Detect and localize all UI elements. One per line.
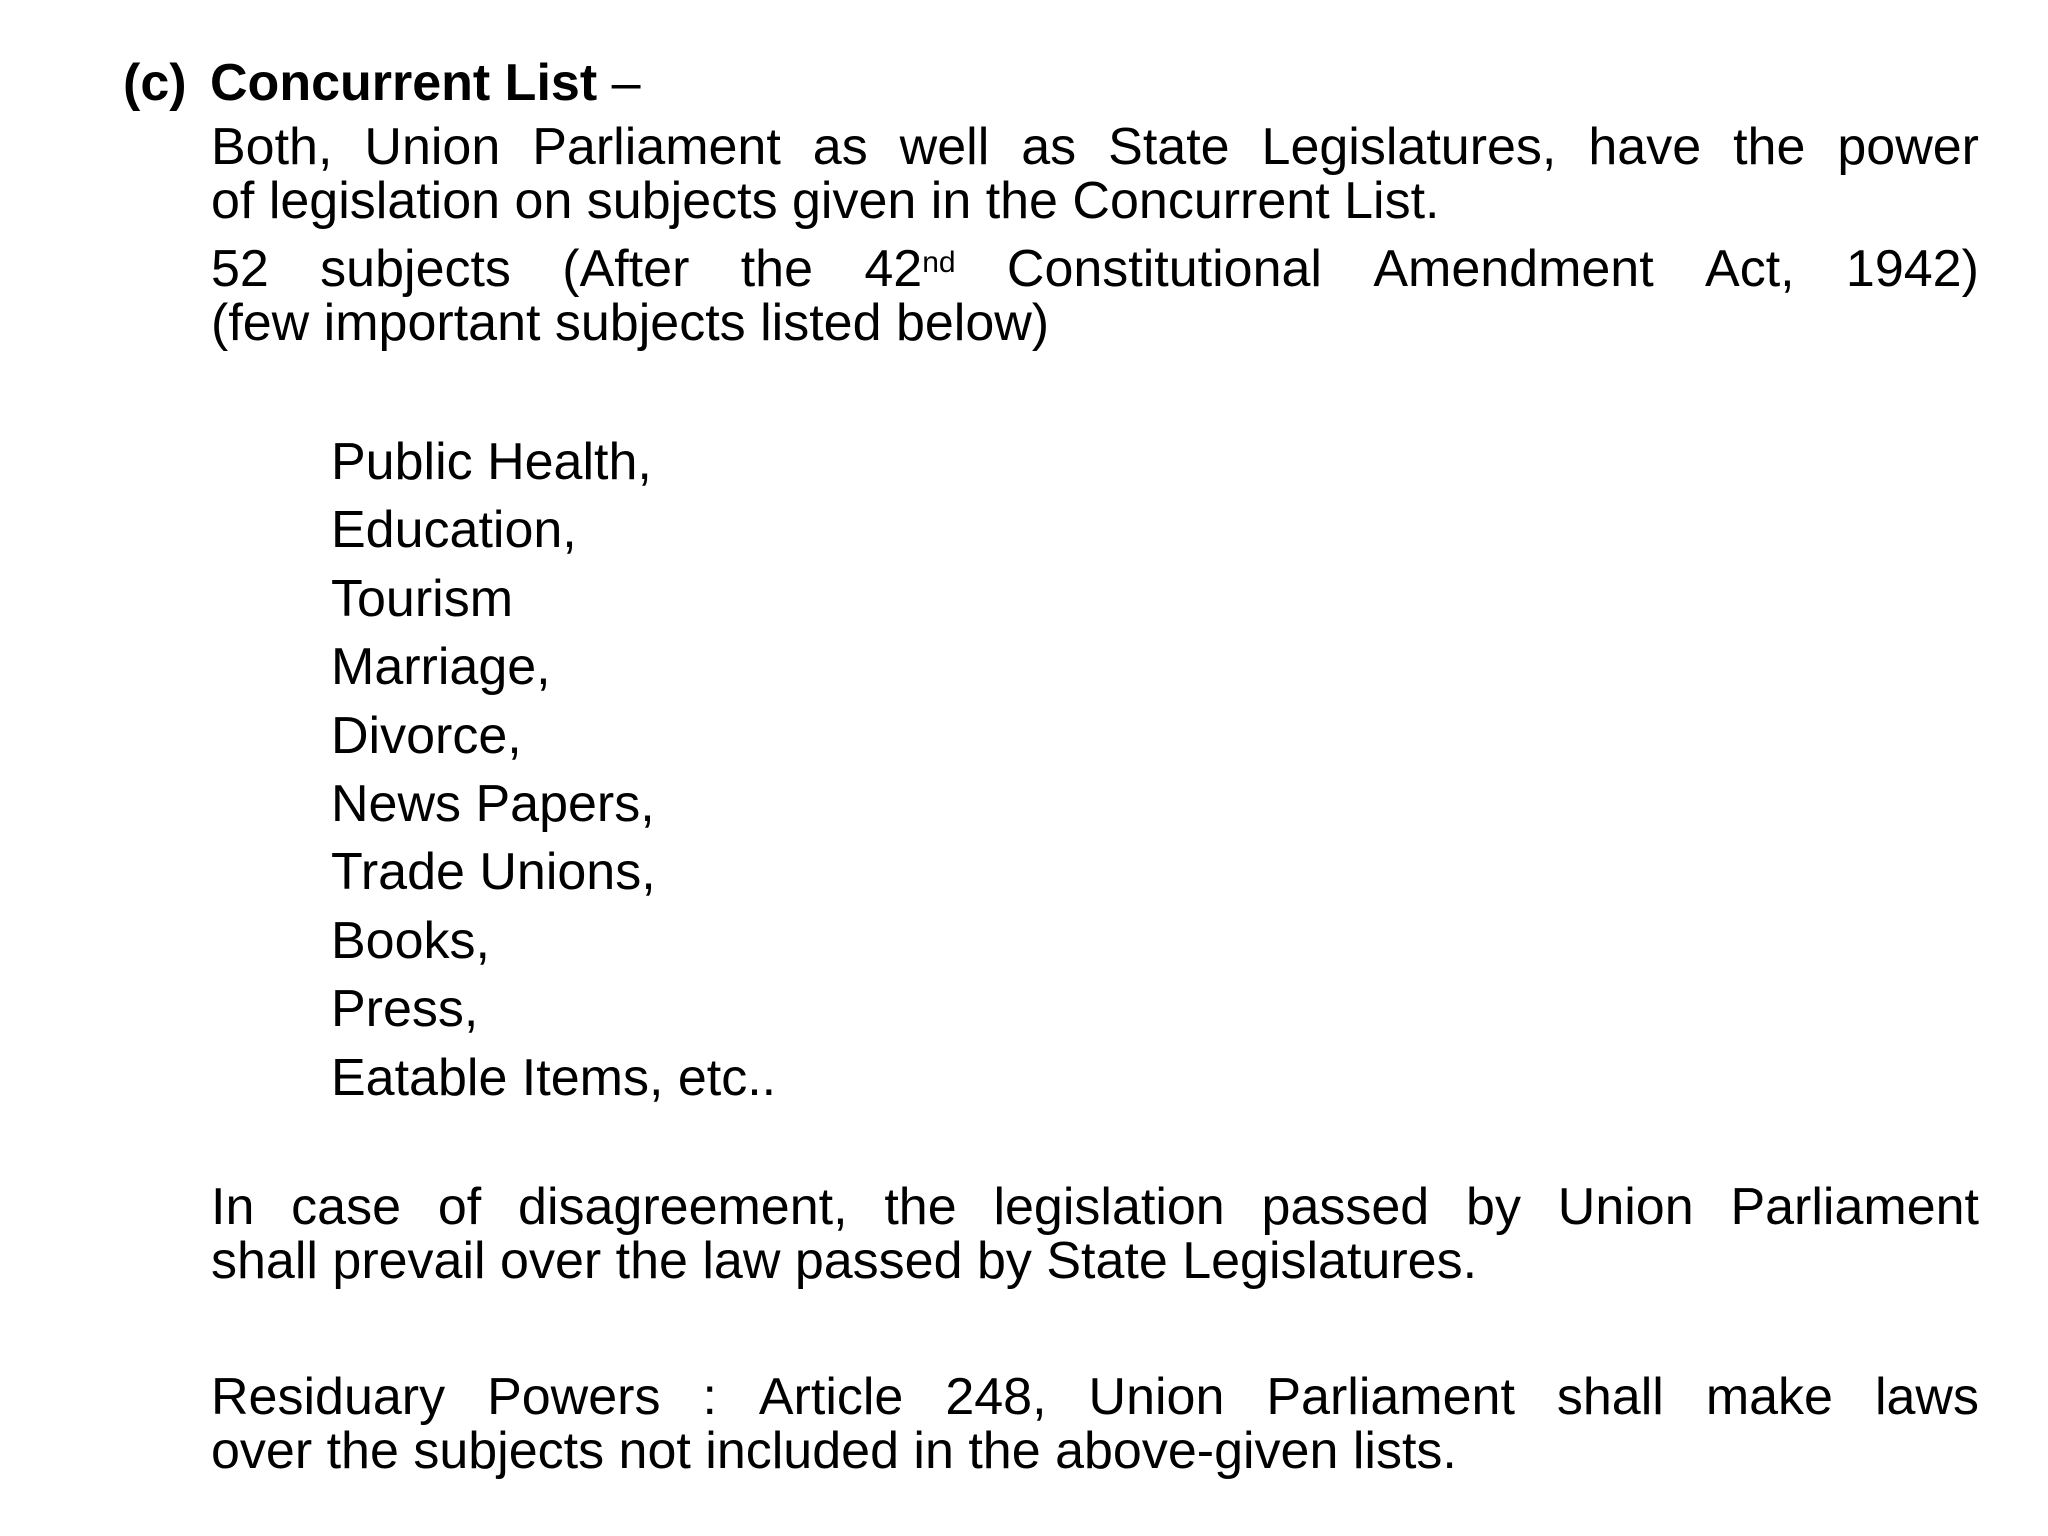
list-item: Books, [331, 911, 490, 970]
residuary-word: make [1705, 1368, 1833, 1426]
intro-line-2: of legislation on subjects given in the Concurrent List. [211, 172, 1440, 230]
residuary-paragraph [211, 1370, 1979, 1478]
residuary-word: Parliament [1266, 1368, 1515, 1426]
ordinal-suffix: nd [922, 246, 956, 279]
list-item: Trade Unions, [331, 843, 656, 902]
section-heading [123, 52, 641, 114]
list-item: Education, [331, 501, 577, 560]
subject-list [331, 428, 776, 1112]
residuary-line-1 [211, 1370, 1979, 1424]
count-word: (After [562, 240, 690, 298]
amendment-number: 42nd [864, 240, 956, 298]
list-item: Public Health, [331, 433, 652, 491]
list-item: News Papers, [331, 775, 655, 834]
residuary-word: 248, [945, 1368, 1047, 1426]
list-item: Press, [331, 980, 479, 1039]
residuary-word: Powers [487, 1368, 661, 1426]
residuary-word: Residuary [211, 1368, 446, 1426]
residuary-line-2: over the subjects not included in the above-given lists. [211, 1422, 1457, 1480]
subject-count-line-1 [211, 242, 1979, 296]
list-item: Tourism [331, 569, 514, 628]
section-title: Concurrent List [210, 54, 598, 112]
heading-dash: – [611, 54, 641, 112]
disagreement-paragraph [211, 1180, 1979, 1288]
intro-line-1: Both, Union Parliament as well as State Legislatures, have the power [211, 118, 1979, 176]
subject-count-line-2: (few important subjects listed below) [211, 294, 1050, 352]
count-word: 52 [211, 240, 269, 298]
residuary-word: laws [1874, 1368, 1979, 1426]
disagreement-line-2: shall prevail over the law passed by State Legislatures. [211, 1232, 1478, 1290]
count-word: the [740, 240, 814, 298]
count-word: Constitutional [1006, 240, 1322, 298]
residuary-word: Union [1088, 1368, 1225, 1426]
count-word: Act, [1705, 240, 1795, 298]
intro-paragraph [211, 120, 1979, 228]
disagreement-line-1: In case of disagreement, the legislation passed by Union Parliament [211, 1178, 1979, 1236]
residuary-word: shall [1556, 1368, 1664, 1426]
residuary-word: Article [758, 1368, 904, 1426]
list-item: Marriage, [331, 638, 551, 697]
count-word: Amendment [1373, 240, 1654, 298]
section-marker: (c) [123, 54, 187, 112]
list-item: Divorce, [331, 706, 522, 765]
residuary-word: : [702, 1368, 717, 1426]
count-word: 1942) [1845, 240, 1979, 298]
subject-count-paragraph [211, 242, 1979, 350]
count-word: subjects [320, 240, 511, 298]
list-item: Eatable Items, etc.. [331, 1048, 777, 1107]
